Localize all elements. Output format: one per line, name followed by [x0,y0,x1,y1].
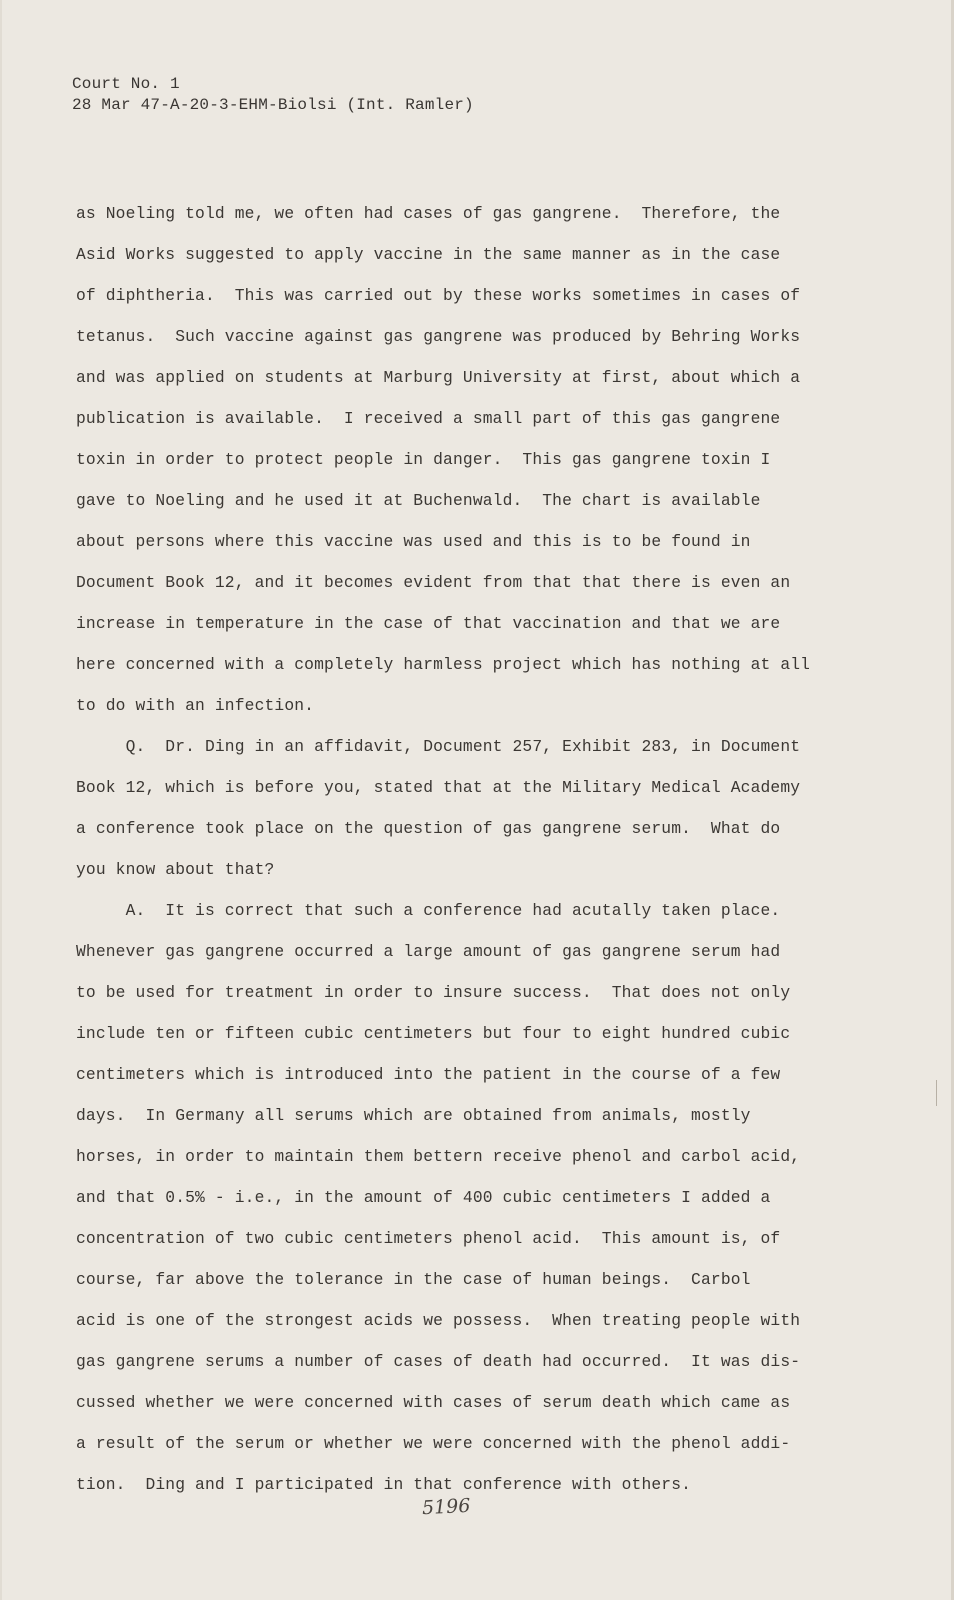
text-line: Document Book 12, and it becomes evident from that that there is even an [76,573,791,592]
text-line: Book 12, which is before you, stated that at the Military Medical Academy [76,778,801,797]
document-header [72,74,474,116]
text-line: increase in temperature in the case of that vaccination and that we are [76,614,781,633]
text-line: gas gangrene serums a number of cases of death had occurred. It was dis- [76,1352,801,1371]
text-line: as Noeling told me, we often had cases of gas gangrene. Therefore, the [76,204,781,223]
court-number: Court No. 1 [72,75,180,93]
paper-edge-mark [936,1080,937,1106]
text-line: cussed whether we were concerned with cases of serum death which came as [76,1393,791,1412]
question-line: Q. Dr. Ding in an affidavit, Document 257, Exhibit 283, in Document [76,737,801,756]
text-line: centimeters which is introduced into the patient in the course of a few [76,1065,781,1084]
text-line: to do with an infection. [76,696,315,715]
text-line: of diphtheria. This was carried out by these works sometimes in cases of [76,286,801,305]
text-line: course, far above the tolerance in the case of human beings. Carbol [76,1270,751,1289]
text-line: you know about that? [76,860,275,879]
text-line: and that 0.5% - i.e., in the amount of 400 cubic centimeters I added a [76,1188,771,1207]
transcript-reference: 28 Mar 47-A-20-3-EHM-Biolsi (Int. Ramler) [72,96,474,114]
page-number: 5196 [421,1494,471,1520]
text-line: Whenever gas gangrene occurred a large amount of gas gangrene serum had [76,942,781,961]
text-line: publication is available. I received a small part of this gas gangrene [76,409,781,428]
answer-line: A. It is correct that such a conference had acutally taken place. [76,901,781,920]
text-line: toxin in order to protect people in danger. This gas gangrene toxin I [76,450,771,469]
text-line: tion. Ding and I participated in that conference with others. [76,1475,692,1494]
text-line: concentration of two cubic centimeters phenol acid. This amount is, of [76,1229,781,1248]
text-line: horses, in order to maintain them bettern receive phenol and carbol acid, [76,1147,801,1166]
text-line: and was applied on students at Marburg University at first, about which a [76,368,801,387]
text-line: include ten or fifteen cubic centimeters but four to eight hundred cubic [76,1024,791,1043]
text-line: Asid Works suggested to apply vaccine in the same manner as in the case [76,245,781,264]
text-line: here concerned with a completely harmless project which has nothing at all [76,655,811,674]
text-line: about persons where this vaccine was used and this is to be found in [76,532,751,551]
text-line: a conference took place on the question of gas gangrene serum. What do [76,819,781,838]
text-line: gave to Noeling and he used it at Buchenwald. The chart is available [76,491,761,510]
text-line: acid is one of the strongest acids we possess. When treating people with [76,1311,801,1330]
text-line: a result of the serum or whether we were concerned with the phenol addi- [76,1434,791,1453]
text-line: days. In Germany all serums which are obtained from animals, mostly [76,1106,751,1125]
text-line: tetanus. Such vaccine against gas gangrene was produced by Behring Works [76,327,801,346]
text-line: to be used for treatment in order to insure success. That does not only [76,983,791,1002]
transcript-body [76,193,851,1505]
